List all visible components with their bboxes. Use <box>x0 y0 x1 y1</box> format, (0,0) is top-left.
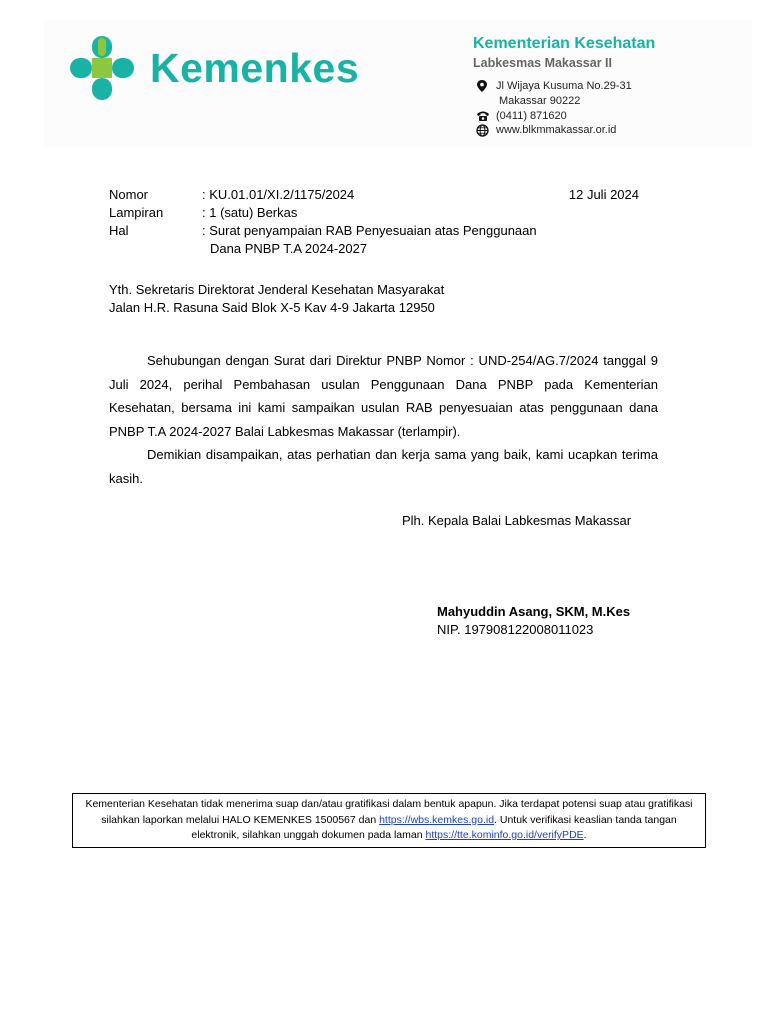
anti-gratification-notice <box>72 793 706 848</box>
signer-nip: NIP. 197908122008011023 <box>437 622 594 637</box>
notice-text-part1: Kementerian Kesehatan tidak menerima suap dan/atau gratifikasi dalam bentuk apapun. Jika terdapat potensi suap atau gratifikasi silahkan laporkan melalui HALO KEMENKES 1500567 dan <box>85 798 693 826</box>
recipient-line2: Jalan H.R. Rasuna Said Blok X-5 Kav 4-9 Jakarta 12950 <box>109 300 435 315</box>
lampiran-label: Lampiran <box>109 205 164 220</box>
signer-name: Mahyuddin Asang, SKM, M.Kes <box>437 604 631 619</box>
nomor-value: : KU.01.01/XI.2/1175/2024 <box>202 187 355 202</box>
recipient-line1: Yth. Sekretaris Direktorat Jenderal Kesehatan Masyarakat <box>109 282 445 297</box>
tte-verify-link[interactable]: https://tte.kominfo.go.id/verifyPDE <box>425 829 584 841</box>
address-line2: Makassar 90222 <box>499 95 581 107</box>
logo-wordmark: Kemenkes <box>150 45 360 91</box>
notice-text-part2: . Untuk verifikasi keaslian tanda tangan elektronik, silahkan unggah dokumen pada laman <box>191 813 677 841</box>
phone-icon <box>476 110 490 122</box>
kemenkes-logo-icon <box>68 34 136 102</box>
nomor-label: Nomor <box>109 187 149 202</box>
body-paragraph-2: Demikian disampaikan, atas perhatian dan kerja sama yang baik, kami ucapkan terima kasih. <box>109 447 658 486</box>
letter-date: 12 Juli 2024 <box>568 187 639 202</box>
signature-closing: Plh. Kepala Balai Labkesmas Makassar <box>402 513 632 528</box>
org-name: Kementerian Kesehatan <box>473 35 656 52</box>
address-line1: Jl Wijaya Kusuma No.29-31 <box>496 80 632 92</box>
lampiran-value: : 1 (satu) Berkas <box>202 205 298 220</box>
globe-icon <box>476 124 489 137</box>
letter-body <box>109 349 658 490</box>
wbs-link[interactable]: https://wbs.kemkes.go.id <box>379 813 495 826</box>
location-icon <box>476 80 488 93</box>
body-paragraph-1: Sehubungan dengan Surat dari Direktur PNBP Nomor : UND-254/AG.7/2024 tanggal 9 Juli 2024, perihal Pembahasan usulan Penggunaan Dana PNBP pada Kementerian Kesehatan, bersama ini kami sampaikan usulan RAB penyesuaian atas penggunaan dana PNBP T.A 2024-2027 Balai Labkesmas Makassar (terlampir). <box>109 353 658 439</box>
hal-label: Hal <box>109 223 129 238</box>
hal-value-line2: Dana PNBP T.A 2024-2027 <box>210 241 368 256</box>
phone-number: (0411) 871620 <box>496 110 567 122</box>
website-url[interactable]: www.blkmmakassar.or.id <box>496 124 617 136</box>
notice-text-part3: . <box>583 829 587 841</box>
notice-text <box>83 797 695 844</box>
org-unit: Labkesmas Makassar II <box>473 56 612 70</box>
hal-value-line1: : Surat penyampaian RAB Penyesuaian atas Penggunaan <box>202 223 537 238</box>
